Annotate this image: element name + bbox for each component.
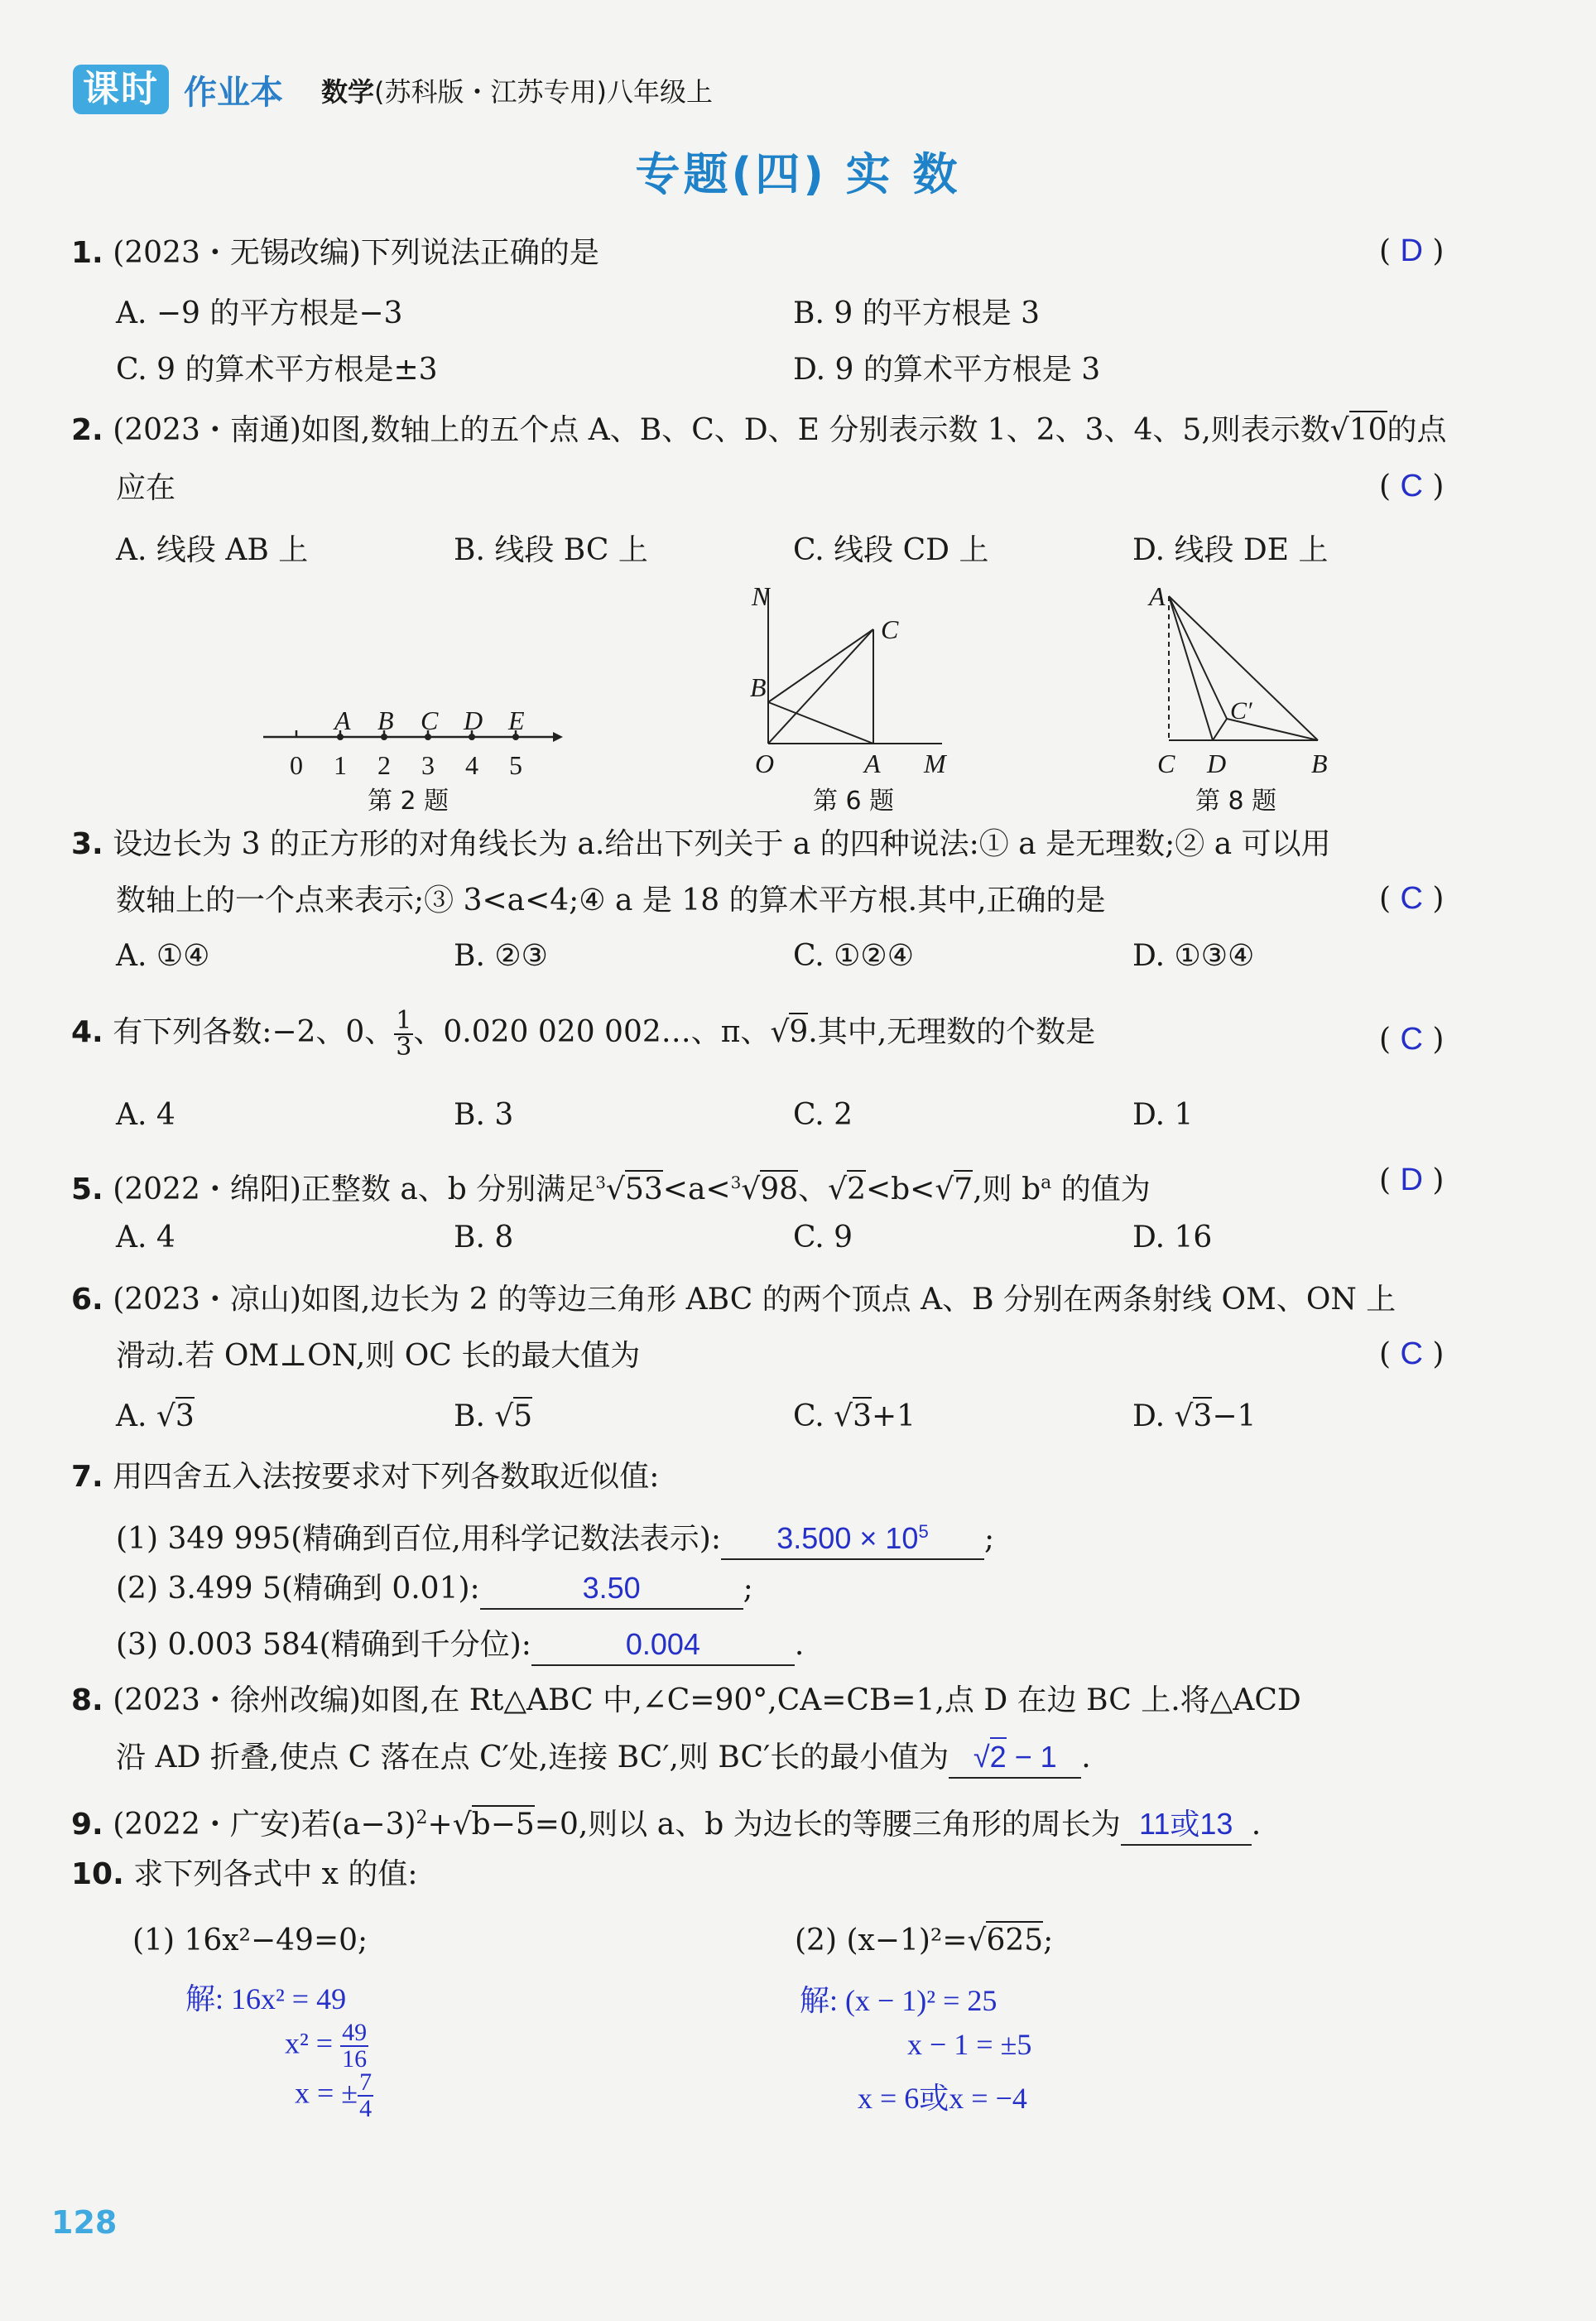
q7-number: 7.: [71, 1460, 103, 1494]
q8-answer-post: − 1: [1006, 1740, 1057, 1774]
q4-text-mid: 、0.020 020 002…、π、: [413, 1015, 771, 1049]
q10-sol1-line1: 解: 16x² = 49: [185, 1982, 347, 2015]
q6-option-b: B. √5: [454, 1399, 532, 1433]
q1-option-c: C. 9 的算术平方根是±3: [116, 353, 438, 387]
fig8-label-d: D: [1207, 749, 1227, 778]
q6-c-label: C.: [793, 1399, 824, 1433]
q2-stem-cont: 应在: [116, 471, 176, 505]
q10-sol2-line1: 解: (x − 1)² = 25: [800, 1984, 997, 2017]
q9-answer: 11或13: [1121, 1804, 1252, 1846]
q3-option-c: C. ①②④: [793, 939, 914, 973]
fig8-label-a: A: [1149, 581, 1166, 611]
q3-answer: ( C ): [1379, 881, 1445, 916]
q5-stem: 5. (2022・绵阳)正整数 a、b 分别满足$^3$√53<a<$^3$√98、√2<b<√7,则 $b^a$ 的值为: [71, 1163, 1151, 1210]
q5-text: (2022・绵阳)正整数 a、b 分别满足: [113, 1173, 596, 1206]
q10-sol1-line2: [285, 2020, 368, 2072]
fig2-point-b: B: [377, 705, 394, 735]
q6-answer-letter: C: [1400, 1336, 1423, 1371]
q3-option-d: D. ①③④: [1132, 939, 1255, 973]
q4-stem: 4. 有下列各数:−2、0、 $\frac{1}{3}$ 、0.020 020 002…、π、√9.其中,无理数的个数是: [71, 1006, 1096, 1062]
q10-number: 10.: [71, 1857, 124, 1891]
q10-sol1-frac2: [358, 2070, 373, 2121]
q7-p1-blank: [721, 1512, 984, 1560]
q7-p1-answer: 3.500 × 10: [776, 1521, 919, 1555]
q5-text-c: 的值为: [1051, 1173, 1151, 1206]
q4-fraction: [394, 1006, 413, 1062]
q7-p3-text: (3) 0.003 584(精确到千分位):: [116, 1628, 531, 1662]
q10-stem: [71, 1855, 418, 1895]
q6-line2: 滑动.若 OM⊥ON,则 OC 长的最大值为: [116, 1339, 641, 1373]
q10-sol1-lhs: x² =: [285, 2026, 334, 2060]
q4-frac-num: 1: [396, 1006, 412, 1035]
fig2-point-d: D: [464, 705, 483, 735]
q5-root4: 7: [954, 1170, 973, 1206]
q2-text-end: 的点: [1387, 413, 1447, 447]
q5-answer-letter: D: [1400, 1163, 1423, 1197]
q6-d-label: D.: [1132, 1399, 1166, 1433]
q2-sqrt: 10: [1349, 411, 1387, 447]
q5-text-b: ,则 b: [973, 1173, 1041, 1206]
q7-p1-text: (1) 349 995(精确到百位,用科学记数法表示):: [116, 1522, 721, 1556]
q2-option-d: D. 线段 DE 上: [1132, 533, 1329, 567]
q5-root1: 53: [625, 1170, 663, 1206]
q7-stem: [71, 1457, 659, 1497]
q5-root2: 98: [760, 1170, 798, 1206]
fig6-label-b: B: [750, 672, 767, 702]
q10-part2: (2) (x−1)²=√625;: [795, 1921, 1053, 1961]
q4-option-a: A. 4: [116, 1098, 175, 1132]
q9-sqrt: b−5: [472, 1805, 535, 1842]
q10-sol2-line2: x − 1 = ±5: [907, 2028, 1032, 2061]
q10-text: 求下列各式中 x 的值:: [133, 1857, 418, 1891]
q9-text-a: (2022・广安)若(a−3): [113, 1808, 416, 1842]
q3-text: 设边长为 3 的正方形的对角线长为 a.给出下列关于 a 的四种说法:① a 是无理数;② a 可以用: [113, 827, 1331, 861]
q10-p2-end: ;: [1043, 1924, 1054, 1957]
q4-option-d: D. 1: [1132, 1098, 1194, 1132]
fig2-tick-1: 1: [334, 750, 347, 780]
q10-sol1-frac2-den: 4: [359, 2095, 373, 2122]
q6-c-root: 3: [853, 1397, 872, 1433]
fig6-label-a: A: [864, 749, 881, 778]
q1-stem: [71, 234, 599, 273]
q5-root3: 2: [847, 1170, 866, 1206]
q6-b-label: B.: [454, 1399, 485, 1433]
q5-option-b: B. 8: [454, 1221, 514, 1254]
q5-mid3: <b<: [865, 1173, 935, 1206]
q7-part2: [116, 1568, 753, 1610]
q10-sol1-frac-num: 49: [342, 2019, 368, 2046]
fig6-caption: 第 6 题: [813, 787, 895, 816]
fig2-point-a: A: [334, 705, 351, 735]
q6-d-root: 3: [1193, 1397, 1212, 1433]
page-title: 专题(四) 实 数: [635, 148, 961, 200]
q5-exponent: a: [1041, 1173, 1052, 1193]
q9-text-c: =0,则以 a、b 为边长的等腰三角形的周长为: [534, 1808, 1121, 1842]
q7-text: 用四舍五入法按要求对下列各数取近似值:: [113, 1460, 660, 1494]
q10-sol1-x: x = ±: [295, 2076, 358, 2110]
q1-number: 1.: [71, 236, 103, 270]
fig8-caption: 第 8 题: [1195, 787, 1277, 816]
fig8-label-b: B: [1311, 749, 1328, 778]
q5-number: 5.: [71, 1173, 103, 1206]
q7-p1-exponent: 5: [918, 1521, 929, 1542]
q6-option-d: D. √3−1: [1132, 1399, 1256, 1433]
fig6-label-n: N: [752, 581, 770, 611]
q9-end: .: [1251, 1808, 1262, 1842]
q8-number: 8.: [71, 1683, 103, 1717]
q10-sol1-line3: [295, 2070, 373, 2121]
q7-part1: [116, 1512, 994, 1560]
q6-b-root: 5: [513, 1397, 532, 1433]
q8-line2: [116, 1737, 1091, 1779]
q7-p3-end: .: [794, 1628, 805, 1662]
edition: (苏科版・江苏专用)八年级上: [374, 76, 713, 108]
q9-exponent: 2: [416, 1808, 428, 1828]
q4-answer: ( C ): [1379, 1022, 1445, 1057]
q10-sol1-frac: [340, 2020, 368, 2072]
q1-option-d: D. 9 的算术平方根是 3: [793, 353, 1101, 387]
q7-part3: [116, 1625, 804, 1666]
q1-answer: ( D ): [1379, 234, 1445, 268]
q7-p2-end: ;: [743, 1572, 753, 1606]
q10-sol2-line3: x = 6或x = −4: [858, 2082, 1027, 2115]
q1-answer-letter: D: [1400, 234, 1423, 268]
q3-option-b: B. ②③: [454, 939, 548, 973]
q8-answer-root: 2: [990, 1737, 1007, 1774]
q3-line2: 数轴上的一个点来表示;③ 3<a<4;④ a 是 18 的算术平方根.其中,正确的是: [116, 884, 1106, 917]
q2-number: 2.: [71, 413, 103, 447]
page-number: 128: [51, 2204, 118, 2241]
q3-option-a: A. ①④: [116, 939, 210, 973]
q10-p2-text: (2) (x−1)²=: [795, 1924, 968, 1957]
q2-answer: ( C ): [1379, 469, 1445, 503]
q6-c-post: +1: [872, 1399, 916, 1433]
q8-line1: [71, 1681, 1301, 1721]
q4-answer-letter: C: [1400, 1022, 1423, 1057]
q2-answer-letter: C: [1400, 469, 1423, 503]
fig2-tick-0: 0: [290, 750, 303, 780]
fig2-point-c: C: [421, 705, 439, 735]
q5-option-d: D. 16: [1132, 1221, 1213, 1254]
fig6-geometry: [768, 588, 942, 744]
q9-stem: 9. (2022・广安)若$(a-3)^2+√b-5=0$,则以 a、b 为边长的等腰三角形的周长为 11或13 .: [71, 1799, 1261, 1846]
q10-p2-sqrt: 625: [986, 1921, 1043, 1957]
q6-line1: [71, 1280, 1396, 1320]
fig2-tick-4: 4: [465, 750, 478, 780]
fig6-label-c: C: [881, 614, 899, 644]
q6-d-post: −1: [1212, 1399, 1257, 1433]
q6-a-root: 3: [175, 1397, 195, 1433]
q5-option-c: C. 9: [793, 1221, 853, 1254]
q7-p1-end: ;: [983, 1522, 995, 1556]
q7-p2-answer: 3.50: [480, 1568, 743, 1610]
q9-plus: +: [427, 1808, 453, 1842]
q4-number: 4.: [71, 1015, 103, 1049]
q1-text: (2023・无锡改编)下列说法正确的是: [113, 236, 599, 270]
fig6-label-m: M: [924, 749, 946, 778]
q7-p2-text: (2) 3.499 5(精确到 0.01):: [116, 1572, 480, 1606]
fig2-caption: 第 2 题: [368, 787, 449, 816]
q2-option-a: A. 线段 AB 上: [116, 533, 309, 567]
q4-text: 有下列各数:−2、0、: [113, 1015, 395, 1049]
q1-option-b: B. 9 的平方根是 3: [793, 296, 1041, 330]
q2-option-b: B. 线段 BC 上: [454, 533, 648, 567]
q6-a-label: A.: [116, 1399, 147, 1433]
q5-mid1: <a<: [662, 1173, 731, 1206]
q6-option-c: C. √3+1: [793, 1399, 916, 1433]
q3-number: 3.: [71, 827, 103, 861]
q4-text-end: .其中,无理数的个数是: [808, 1015, 1096, 1049]
q5-answer: ( D ): [1379, 1163, 1445, 1197]
q4-sqrt: 9: [789, 1013, 808, 1049]
fig8-label-c: C: [1157, 749, 1175, 778]
fig8-label-c-prime: C′: [1230, 697, 1252, 725]
q1-option-a: A. −9 的平方根是−3: [116, 296, 403, 330]
q6-option-a: A. √3: [116, 1399, 195, 1433]
q8-end: .: [1081, 1741, 1091, 1774]
brand-name: 作业本: [184, 74, 283, 112]
fig2-tick-5: 5: [509, 750, 522, 780]
q4-option-b: B. 3: [454, 1098, 514, 1132]
q4-frac-den: 3: [396, 1033, 412, 1062]
q3-answer-letter: C: [1400, 881, 1423, 916]
q8-blank: √2 − 1: [949, 1737, 1081, 1779]
subject-line: [321, 71, 713, 109]
q3-line1: [71, 825, 1331, 864]
q2-option-c: C. 线段 CD 上: [793, 533, 989, 567]
q2-stem: 2. (2023・南通)如图,数轴上的五个点 A、B、C、D、E 分别表示数 1、2、3、4、5,则表示数√10的点: [71, 411, 1447, 450]
fig6-label-o: O: [755, 749, 775, 778]
q10-sol1-frac2-num: 7: [359, 2068, 373, 2096]
subject: 数学: [321, 76, 375, 108]
q7-p3-answer: 0.004: [531, 1625, 795, 1666]
q10-part1: (1) 16x²−49=0;: [132, 1924, 368, 1957]
q6-number: 6.: [71, 1283, 103, 1317]
q10-sol1-frac-den: 16: [342, 2045, 368, 2073]
q5-mid2: 、: [798, 1173, 829, 1206]
fig2-point-e: E: [508, 705, 525, 735]
fig2-tick-2: 2: [377, 750, 391, 780]
q4-option-c: C. 2: [793, 1098, 853, 1132]
q2-text: (2023・南通)如图,数轴上的五个点 A、B、C、D、E 分别表示数 1、2、3、4、5,则表示数: [113, 413, 1330, 447]
q6-text: (2023・凉山)如图,边长为 2 的等边三角形 ABC 的两个顶点 A、B 分别在两条射线 OM、ON 上: [113, 1283, 1396, 1317]
fig2-tick-3: 3: [421, 750, 435, 780]
brand-logo: 课时: [73, 65, 169, 114]
q8-text2: 沿 AD 折叠,使点 C 落在点 C′处,连接 BC′,则 BC′长的最小值为: [116, 1741, 949, 1774]
q6-answer: ( C ): [1379, 1336, 1445, 1371]
q9-number: 9.: [71, 1808, 103, 1842]
q8-text: (2023・徐州改编)如图,在 Rt△ABC 中,∠C=90°,CA=CB=1,点 D 在边 BC 上.将△ACD: [113, 1683, 1301, 1717]
q5-option-a: A. 4: [116, 1221, 175, 1254]
